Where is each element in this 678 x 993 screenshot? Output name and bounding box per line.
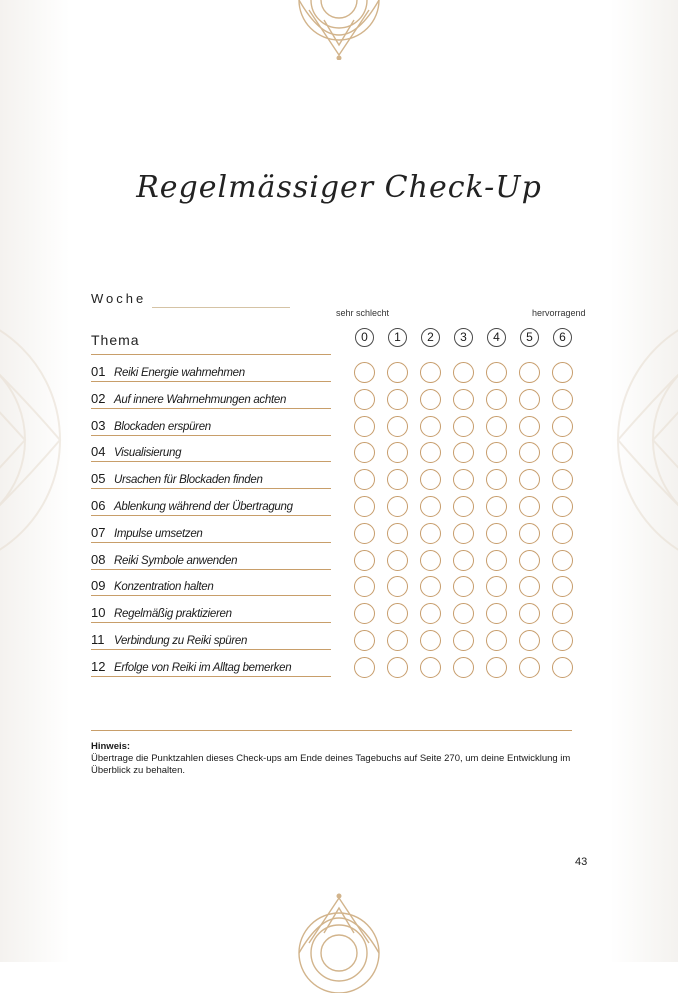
topic-number: 04 xyxy=(91,444,106,459)
score-option-2[interactable] xyxy=(420,496,441,517)
topic-label: Verbindung zu Reiki spüren xyxy=(114,635,248,647)
score-option-1[interactable] xyxy=(387,389,408,410)
right-mandala-ornament xyxy=(598,230,678,650)
topic-number: 03 xyxy=(91,418,106,433)
topic-row xyxy=(91,602,331,623)
topic-number: 11 xyxy=(91,632,105,647)
score-option-6[interactable] xyxy=(552,550,573,571)
topic-row xyxy=(91,575,331,596)
score-option-1[interactable] xyxy=(387,469,408,490)
score-option-6[interactable] xyxy=(552,576,573,597)
score-option-5[interactable] xyxy=(519,496,540,517)
bottom-mandala-ornament xyxy=(279,893,399,993)
score-option-1[interactable] xyxy=(387,657,408,678)
score-option-0[interactable] xyxy=(354,416,375,437)
score-option-1[interactable] xyxy=(387,576,408,597)
topic-number: 02 xyxy=(91,391,106,406)
topic-label: Ursachen für Blockaden finden xyxy=(114,474,263,486)
score-option-5[interactable] xyxy=(519,630,540,651)
score-option-2[interactable] xyxy=(420,362,441,383)
score-option-2[interactable] xyxy=(420,416,441,437)
score-option-2[interactable] xyxy=(420,389,441,410)
score-option-0[interactable] xyxy=(354,657,375,678)
score-option-5[interactable] xyxy=(519,550,540,571)
score-option-5[interactable] xyxy=(519,523,540,544)
score-header-2: 2 xyxy=(421,328,440,347)
score-option-3[interactable] xyxy=(453,469,474,490)
topic-number: 07 xyxy=(91,525,106,540)
topic-number: 12 xyxy=(91,659,106,674)
score-option-0[interactable] xyxy=(354,630,375,651)
score-option-4[interactable] xyxy=(486,630,507,651)
score-option-1[interactable] xyxy=(387,496,408,517)
score-option-5[interactable] xyxy=(519,362,540,383)
topic-label: Impulse umsetzen xyxy=(114,528,203,540)
score-option-6[interactable] xyxy=(552,442,573,463)
score-option-3[interactable] xyxy=(453,576,474,597)
topic-row xyxy=(91,361,331,382)
score-option-0[interactable] xyxy=(354,550,375,571)
score-option-6[interactable] xyxy=(552,496,573,517)
left-mandala-ornament xyxy=(0,230,80,650)
score-option-3[interactable] xyxy=(453,389,474,410)
topic-label: Reiki Symbole anwenden xyxy=(114,555,238,567)
score-option-1[interactable] xyxy=(387,630,408,651)
topic-number: 09 xyxy=(91,578,106,593)
note-divider xyxy=(91,730,572,731)
score-option-3[interactable] xyxy=(453,496,474,517)
score-option-0[interactable] xyxy=(354,362,375,383)
score-option-2[interactable] xyxy=(420,603,441,624)
score-option-1[interactable] xyxy=(387,416,408,437)
score-option-6[interactable] xyxy=(552,362,573,383)
scale-low-label: sehr schlecht xyxy=(336,308,390,318)
topic-row xyxy=(91,415,331,436)
topic-number: 08 xyxy=(91,552,106,567)
score-option-6[interactable] xyxy=(552,657,573,678)
score-option-3[interactable] xyxy=(453,657,474,678)
topic-number: 01 xyxy=(91,364,106,379)
score-option-4[interactable] xyxy=(486,657,507,678)
topic-row xyxy=(91,629,331,650)
score-header-0: 0 xyxy=(355,328,374,347)
score-option-3[interactable] xyxy=(453,630,474,651)
score-option-6[interactable] xyxy=(552,603,573,624)
topic-row xyxy=(91,495,331,516)
score-option-5[interactable] xyxy=(519,576,540,597)
topic-row xyxy=(91,656,331,677)
score-option-6[interactable] xyxy=(552,389,573,410)
header-divider xyxy=(91,354,331,355)
note-text: Übertrage die Punktzahlen dieses Check-ups am Ende deines Tagebuchs auf Seite 270, um deine Entwicklung im Überblick zu behalten. xyxy=(91,753,571,776)
topic-row xyxy=(91,388,331,409)
topic-label: Auf innere Wahrnehmungen achten xyxy=(114,394,287,406)
topic-label: Visualisierung xyxy=(114,447,182,459)
score-option-6[interactable] xyxy=(552,630,573,651)
score-option-2[interactable] xyxy=(420,523,441,544)
score-option-5[interactable] xyxy=(519,416,540,437)
score-option-1[interactable] xyxy=(387,523,408,544)
topic-label: Erfolge von Reiki im Alltag bemerken xyxy=(114,662,292,674)
score-option-4[interactable] xyxy=(486,469,507,490)
score-option-1[interactable] xyxy=(387,603,408,624)
topic-label: Reiki Energie wahrnehmen xyxy=(114,367,245,379)
score-option-3[interactable] xyxy=(453,603,474,624)
score-option-0[interactable] xyxy=(354,469,375,490)
week-label: Woche xyxy=(91,291,147,306)
score-option-4[interactable] xyxy=(486,603,507,624)
score-option-1[interactable] xyxy=(387,442,408,463)
page-number: 43 xyxy=(575,856,588,868)
score-option-0[interactable] xyxy=(354,496,375,517)
score-option-2[interactable] xyxy=(420,469,441,490)
topic-label: Ablenkung während der Übertragung xyxy=(114,501,293,513)
score-option-3[interactable] xyxy=(453,523,474,544)
topic-number: 06 xyxy=(91,498,106,513)
topic-row xyxy=(91,549,331,570)
score-option-3[interactable] xyxy=(453,416,474,437)
score-option-6[interactable] xyxy=(552,416,573,437)
score-option-1[interactable] xyxy=(387,362,408,383)
score-option-2[interactable] xyxy=(420,630,441,651)
score-option-5[interactable] xyxy=(519,389,540,410)
score-option-2[interactable] xyxy=(420,576,441,597)
page-title: Regelmässiger Check-Up xyxy=(136,170,542,205)
score-option-5[interactable] xyxy=(519,469,540,490)
note-title: Hinweis: xyxy=(91,741,131,752)
topic-label: Blockaden erspüren xyxy=(114,421,211,433)
score-header-6: 6 xyxy=(553,328,572,347)
score-option-5[interactable] xyxy=(519,603,540,624)
score-option-0[interactable] xyxy=(354,389,375,410)
score-option-4[interactable] xyxy=(486,362,507,383)
score-option-5[interactable] xyxy=(519,442,540,463)
score-option-5[interactable] xyxy=(519,657,540,678)
score-option-4[interactable] xyxy=(486,523,507,544)
topic-number: 10 xyxy=(91,605,106,620)
topic-label: Konzentration halten xyxy=(114,581,214,593)
week-input-line[interactable] xyxy=(152,307,290,308)
score-header-5: 5 xyxy=(520,328,539,347)
score-header-4: 4 xyxy=(487,328,506,347)
score-option-0[interactable] xyxy=(354,603,375,624)
score-option-3[interactable] xyxy=(453,362,474,383)
topic-row xyxy=(91,468,331,489)
topic-row xyxy=(91,441,331,462)
score-header-3: 3 xyxy=(454,328,473,347)
score-option-0[interactable] xyxy=(354,442,375,463)
score-option-6[interactable] xyxy=(552,523,573,544)
score-option-3[interactable] xyxy=(453,550,474,571)
score-header-1: 1 xyxy=(388,328,407,347)
topic-label: Regelmäßig praktizieren xyxy=(114,608,232,620)
top-mandala-ornament xyxy=(279,0,399,60)
score-option-0[interactable] xyxy=(354,576,375,597)
topic-row xyxy=(91,522,331,543)
score-option-4[interactable] xyxy=(486,576,507,597)
score-option-1[interactable] xyxy=(387,550,408,571)
topic-column-header: Thema xyxy=(91,332,140,348)
score-option-4[interactable] xyxy=(486,550,507,571)
topic-number: 05 xyxy=(91,471,106,486)
score-option-6[interactable] xyxy=(552,469,573,490)
score-option-4[interactable] xyxy=(486,389,507,410)
score-option-3[interactable] xyxy=(453,442,474,463)
score-option-4[interactable] xyxy=(486,416,507,437)
scale-high-label: hervorragend xyxy=(532,308,586,318)
score-option-2[interactable] xyxy=(420,442,441,463)
score-option-2[interactable] xyxy=(420,550,441,571)
score-option-4[interactable] xyxy=(486,442,507,463)
score-option-4[interactable] xyxy=(486,496,507,517)
score-option-0[interactable] xyxy=(354,523,375,544)
score-option-2[interactable] xyxy=(420,657,441,678)
